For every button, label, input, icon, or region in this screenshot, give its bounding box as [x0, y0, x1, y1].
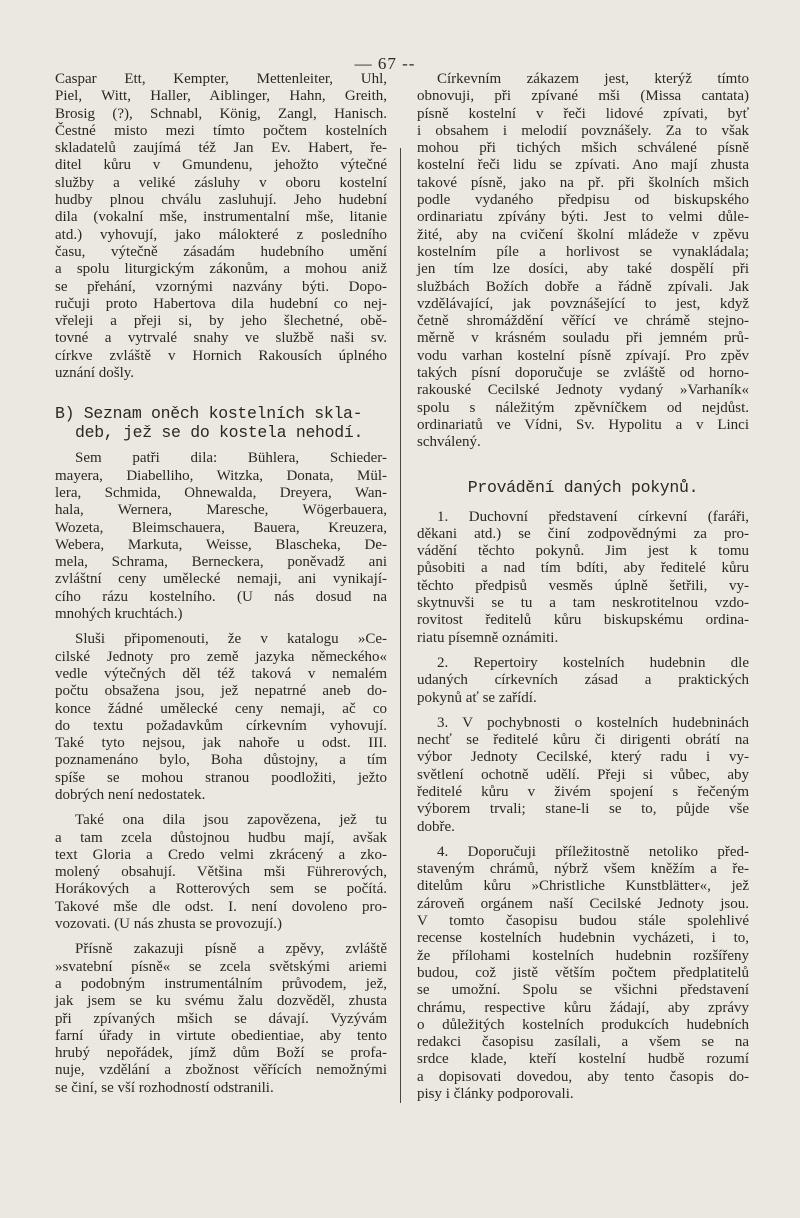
- text-line: 2. Repertoiry kostelních hudebnin dle: [437, 654, 749, 671]
- text-line: ditel kůru v Gmundenu, jehožto výtečné: [55, 157, 387, 174]
- text-line: spolu s náležitým zpěvníčkem od nejdůst.: [417, 399, 749, 416]
- text-line: kostelní řeči lidu se zpívati. Ano mají zhusta: [417, 157, 749, 174]
- text-line: kostelním píle a horlivost se vynakládala;: [417, 243, 749, 260]
- text-line: a spolu liturgickým zákonům, a mohou aniž: [55, 261, 387, 278]
- text-line: se přehání, vzornými nazvány býti. Dopo-: [55, 278, 387, 295]
- text-line: tovné a vytrvalé snahy ve službě naši sv.: [55, 330, 387, 347]
- paragraph: [417, 715, 749, 836]
- text-line: a dopisovati dovedou, aby tento časopis do-: [417, 1068, 749, 1085]
- text-line: hudby plnou chválu zasluhují. Jeho hudební: [55, 192, 387, 209]
- text-line: ručuji proto Habertova dila hudební co nej-: [55, 295, 387, 312]
- text-line: dobře.: [417, 818, 455, 835]
- text-line: těchto předpisů vesměs úplně šetřili, vy-: [417, 577, 749, 594]
- text-line: skladatelů zaujímá též Jan Ev. Habert, ře-: [55, 140, 387, 157]
- text-line: do textu požadavkům církevním vyhovují.: [55, 717, 387, 734]
- text-line: Brosig (?), Schnabl, König, Zangl, Hanisch.: [55, 105, 387, 122]
- text-line: rovitost ředitelů kůru biskupskému ordina-: [417, 612, 749, 629]
- text-line: Čestné misto mezi tímto počtem kostelních: [55, 122, 387, 139]
- text-line: skytnuvši se tu a tam neskrotitelnou vzdo-: [417, 595, 749, 612]
- text-line: počtu obsažena jsou, jež nepatrné aneb do-: [55, 683, 387, 700]
- text-line: Takové mše dle odst. I. není dovoleno pro-: [55, 898, 387, 915]
- text-line: recense kostelních hudebnin vycházeti, i to,: [417, 930, 749, 947]
- text-line: vodu varhan kostelní písně zpívají. Pro zpěv: [417, 347, 749, 364]
- text-line: o důležitých kostelních produkcích hudebních: [417, 1016, 749, 1033]
- text-line: i obsahem i melodií povznášely. Za to však: [417, 122, 749, 139]
- text-line: žité, aby na cvičení školní mládeže v zpěvu: [417, 226, 749, 243]
- text-line: že přílohami kostelních hudebnin rozšířeny: [417, 947, 749, 964]
- text-line: konce žádné umělecké ceny nemaji, ač co: [55, 700, 387, 717]
- text-line: lera, Schmida, Ohnewalda, Dreyera, Wan-: [55, 484, 387, 501]
- text-line: ordinariatů ve Vídni, Sv. Hypolitu a v Linci: [417, 416, 749, 433]
- text-line: vedle výtečných děl též taková v nemalém: [55, 665, 387, 682]
- text-line: Horákových a Rotterových sem se počítá.: [55, 881, 387, 898]
- text-line: »svatební písně« se zcela světskými ariemi: [55, 958, 387, 975]
- text-line: služby a veliké zásluhy v oboru kostelní: [55, 174, 387, 191]
- text-line: 4. Doporučuji příležitostně netoliko před-: [437, 843, 749, 860]
- text-line: obnovuji, při zpívané mši (Missa cantata): [417, 88, 749, 105]
- text-line: schválený.: [417, 434, 481, 451]
- text-line: jen tím lze dosíci, aby také dospělí při: [417, 261, 749, 278]
- text-line: V tomto časopisu budou stále spolehlivé: [417, 913, 749, 930]
- text-line: poznamenáno bylo, Boha důstojny, a tím: [55, 752, 387, 769]
- section-heading: [417, 478, 749, 497]
- text-line: nuje, vzdělání a zbožnost věřících nemožnými: [55, 1062, 387, 1079]
- right-column: [417, 71, 749, 1111]
- paragraph: [417, 844, 749, 1103]
- text-line: srdce klade, kteří kostelní hudbě rozumí: [417, 1051, 749, 1068]
- text-line: Webera, Markuta, Weisse, Blascheka, De-: [55, 536, 387, 553]
- text-line: dobrých není nedostatek.: [55, 786, 206, 803]
- text-line: Také ona dila jsou zapovězena, jež tu: [75, 812, 387, 829]
- text-line: měrně v krásném souladu při jemném prů-: [417, 330, 749, 347]
- text-line: mnohých kruchtách.): [55, 606, 183, 623]
- text-line: se činí, se vší rozhodností odstranili.: [55, 1079, 274, 1096]
- text-line: a tam zcela důstojnou hudbu mají, avšak: [55, 829, 387, 846]
- paragraph: [417, 655, 749, 707]
- text-line: mohou při tichých mšich schválené písně: [417, 140, 749, 157]
- text-line: hrubý nepořádek, jímž dům Boží se profa-: [55, 1045, 387, 1062]
- text-line: spíše se mohou stranou poodložiti, ježto: [55, 769, 387, 786]
- text-line: světlení ochotně udělí. Přeji si vůbec, aby: [417, 766, 749, 783]
- text-line: podle vydaného předpisu od biskupského: [417, 192, 749, 209]
- text-line: četně shromáždění věřící ve chrámě stejno-: [417, 313, 749, 330]
- paragraph: [55, 631, 387, 804]
- text-line: dila (vokalní mše, instrumentalní mše, litanie: [55, 209, 387, 226]
- text-line: riatu písemně oznámiti.: [417, 629, 559, 646]
- text-line: vřeleji a přeji si, by jeho šlechetné, obě-: [55, 313, 387, 330]
- text-line: vozovati. (U nás zhusta se provozují.): [55, 916, 283, 933]
- text-line: zvláštní ceny umělecké nemaji, ani vynikají-: [55, 571, 387, 588]
- text-line: Provádění daných pokynů.: [467, 477, 699, 497]
- paragraph: [55, 941, 387, 1097]
- text-line: Wozeta, Bleimschauera, Bauera, Kreuzera,: [55, 519, 387, 536]
- text-line: takové písně, jako na př. při školních mšich: [417, 174, 749, 191]
- paragraph: [55, 71, 387, 382]
- text-line: mayera, Diabelliho, Witzka, Donata, Mül-: [55, 467, 387, 484]
- text-line: staveným chrámů, nýbrž všem kněžím a ře-: [417, 861, 749, 878]
- text-line: chrámu, respective kůru žádají, aby zprávy: [417, 999, 749, 1016]
- text-line: budou, což jistě větším počtem předplatitelů: [417, 964, 749, 981]
- text-line: hala, Wernera, Maresche, Wögerbauera,: [55, 502, 387, 519]
- text-line: 1. Duchovní představení církevní (faráři,: [437, 508, 749, 525]
- text-line: Caspar Ett, Kempter, Mettenleiter, Uhl,: [55, 71, 387, 87]
- text-line: rakouské Cecilské Jednoty vydaný »Varhaník«: [417, 382, 749, 399]
- text-line: Také tyto nejsou, jak nahoře u odst. III.: [55, 735, 387, 752]
- text-line: uznání došly.: [55, 365, 135, 382]
- text-line: pokynů ať se zařídí.: [417, 689, 537, 706]
- text-line: mela, Schrama, Berneckera, poněvadž ani: [55, 554, 387, 571]
- paragraph: [417, 71, 749, 452]
- text-line: písně kostelní v řeči lidové zpívati, byť: [417, 105, 749, 122]
- left-column: [55, 71, 387, 1105]
- text-line: cilské Jednoty pro země jazyka německého«: [55, 648, 387, 665]
- text-line: atd.) vyhovují, jako málokteré z posledního: [55, 226, 387, 243]
- text-line: Sluši připomenouti, že v katalogu »Ce-: [75, 631, 387, 648]
- text-line: církve zvláště v Hornich Rakousích úplného: [55, 347, 387, 364]
- text-line: Piel, Witt, Haller, Aiblinger, Hahn, Greith,: [55, 88, 387, 105]
- paragraph: [417, 509, 749, 647]
- text-line: času, výtečně zásadám hudebního umění: [55, 243, 387, 260]
- text-line: udaných církevních zásad a praktických: [417, 672, 749, 689]
- text-line: Církevním zákazem jest, kterýž tímto: [437, 71, 749, 87]
- text-line: ditelům kůru »Christliche Kunstblätter«, jež: [417, 878, 749, 895]
- section-heading: [55, 404, 387, 442]
- text-line: cího rázu kostelního. (U nás dosud na: [55, 588, 387, 605]
- text-line: výborem trvali; stane-li se to, půjde vše: [417, 801, 749, 818]
- text-line: při zpívaných mšich se dávají. Vyzývám: [55, 1010, 387, 1027]
- text-line: text Gloria a Credo velmi zkrácený a zko-: [55, 846, 387, 863]
- column-divider: [400, 148, 401, 1103]
- text-line: ordinariatu zpívány býti. Jest to velmi důle-: [417, 209, 749, 226]
- text-line: nechť se ředitelé kůru či dirigenti obrátí na: [417, 732, 749, 749]
- paragraph: [55, 450, 387, 623]
- text-line: zároveň orgánem naší Cecilské Jednoty jsou.: [417, 895, 749, 912]
- text-line: působiti a nad tím bdíti, aby ředitelé kůru: [417, 560, 749, 577]
- text-line: službách Božích dobře a řádně zpívali. Jak: [417, 278, 749, 295]
- text-line: redakci časopisu zasílali, a všem se na: [417, 1034, 749, 1051]
- text-line: 3. V pochybnosti o kostelních hudebninách: [437, 714, 749, 731]
- text-line: jak jsem se ku svému žalu dozvěděl, zhusta: [55, 993, 387, 1010]
- text-line: takých písní doporučuje se zvláště od horno-: [417, 365, 749, 382]
- text-line: farní úřady in virtute obedientiae, aby tento: [55, 1027, 387, 1044]
- text-line: vzdělávající, jak povznášející to jest, když: [417, 295, 749, 312]
- text-line: pisy i články podporovali.: [417, 1086, 574, 1103]
- text-line: a podobným instrumentálním průvodem, jež,: [55, 975, 387, 992]
- text-line: molený obsahují. Většina mši Führerových,: [55, 864, 387, 881]
- text-line: děkani atd.) se činí zodpovědnými za pro-: [417, 525, 749, 542]
- text-line: Sem patři dila: Bühlera, Schieder-: [75, 450, 387, 467]
- text-line: B) Seznam oněch kostelních skla-: [55, 404, 363, 424]
- text-line: Přísně zakazuji písně a zpěvy, zvláště: [75, 941, 387, 958]
- text-line: deb, jež se do kostela nehodí.: [75, 423, 364, 443]
- text-line: výbor Jednoty Cecilské, který radu i vy-: [417, 749, 749, 766]
- text-line: vádění těchto pokynů. Jim jest k tomu: [417, 543, 749, 560]
- paragraph: [55, 812, 387, 933]
- text-line: ředitelé kůru v živém spojení s řečeným: [417, 783, 749, 800]
- text-line: se umožní. Spolu se všichni představení: [417, 982, 749, 999]
- page-number: — 67 --: [354, 54, 416, 73]
